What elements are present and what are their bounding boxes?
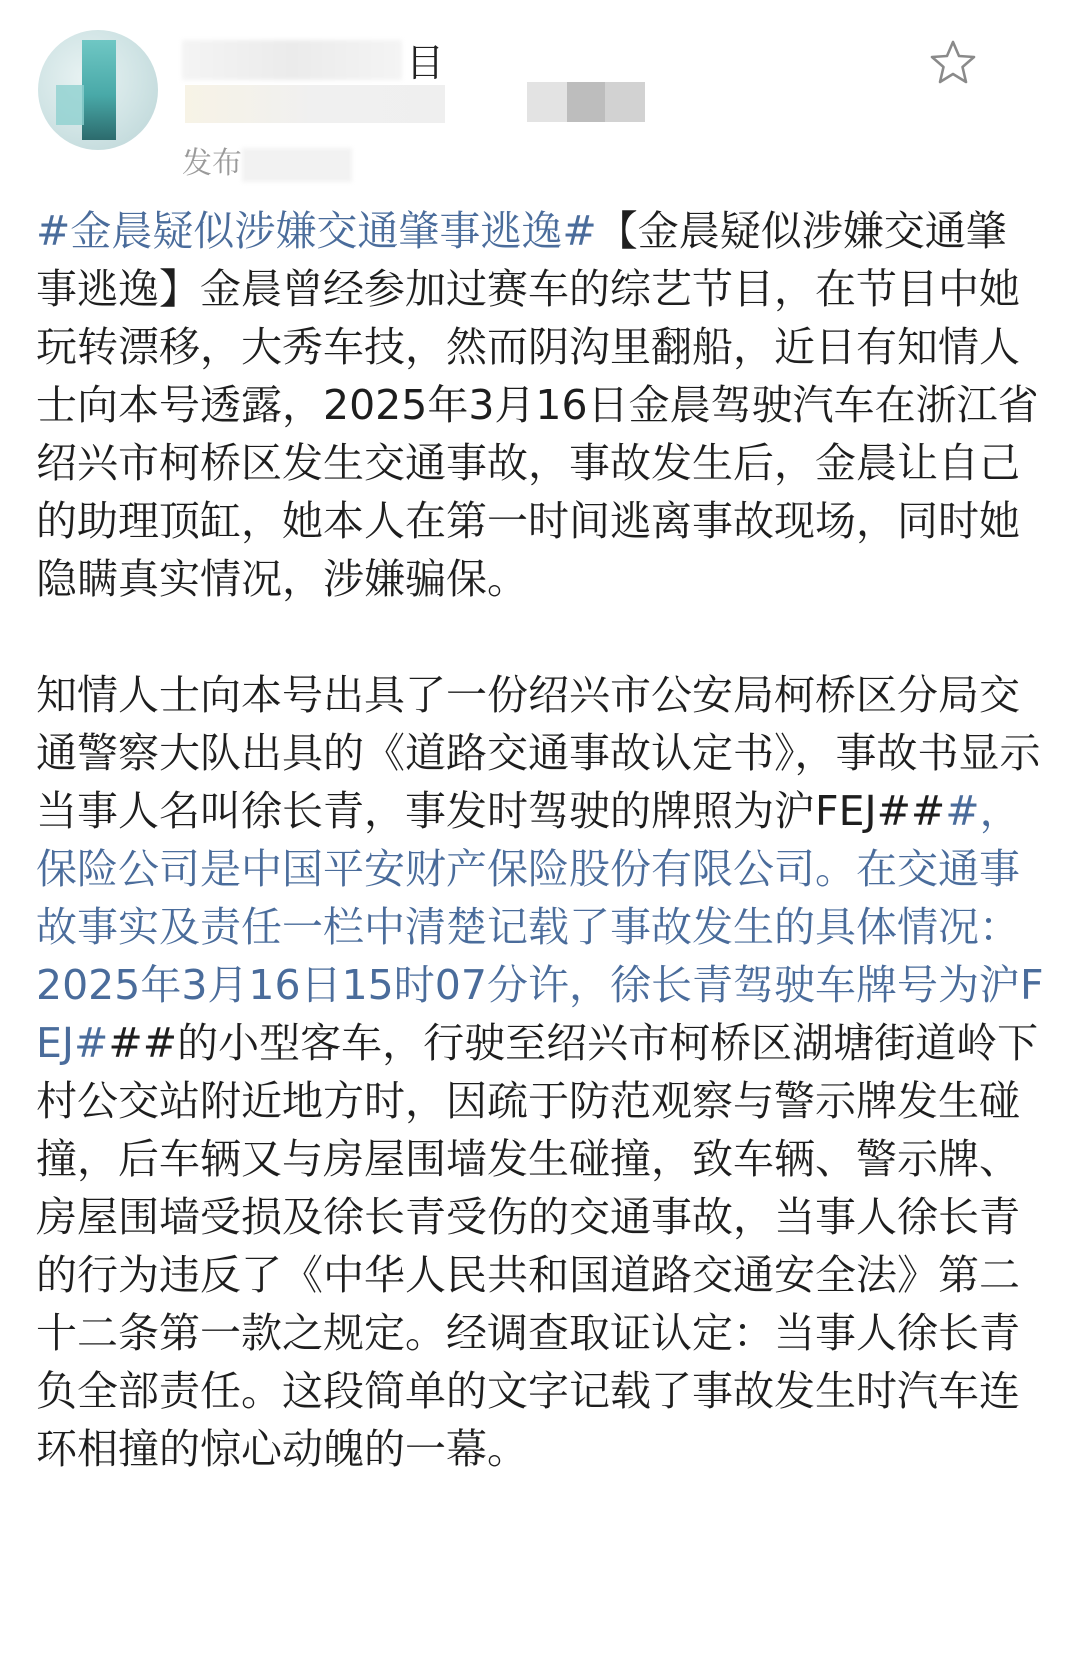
post-meta-redacted bbox=[242, 148, 352, 182]
post-header bbox=[0, 0, 1080, 200]
post-paragraph bbox=[36, 202, 1046, 608]
post-text: ##的小型客车，行驶至绍兴市柯桥区湖塘街道岭下村公交站附近地方时，因疏于防范观察与警示牌发生碰撞，后车辆又与房屋围墙发生碰撞，致车辆、警示牌、房屋围墙受损及徐长青受伤的交通事故，当事人徐长青的行为违反了《中华人民共和国道路交通安全法》第二十二条第一款之规定。经调查取证认定：当事人徐长青负全部责任。这段简单的文字记载了事故发生时汽车连环相撞的惊心动魄的一幕。 bbox=[36, 1019, 1039, 1473]
username[interactable] bbox=[182, 32, 445, 85]
highlighted-text: #，保险公司是中国平安财产保险股份有限公司。在交通事故事实及责任一栏中清楚记载了事故发生的具体情况：2025年3月16日15时07分许，徐长青驾驶车牌号为沪FEJ# bbox=[36, 787, 1044, 1067]
post-body bbox=[36, 202, 1046, 1478]
star-outline-icon[interactable] bbox=[928, 38, 978, 88]
post-text: 知情人士向本号出具了一份绍兴市公安局柯桥区分局交通警察大队出具的《道路交通事故认定书》，事故书显示当事人名叫徐长青，事发时驾驶的牌照为沪FEJ## bbox=[36, 671, 1041, 835]
mosaic-block bbox=[567, 82, 605, 122]
avatar-image-blurred-accent bbox=[56, 85, 84, 125]
post-meta bbox=[182, 138, 352, 182]
mosaic-block bbox=[605, 82, 645, 122]
redacted-region bbox=[185, 85, 445, 123]
username-visible-suffix: 目 bbox=[406, 41, 445, 85]
username-redacted bbox=[182, 40, 402, 80]
post-meta-prefix: 发布 bbox=[182, 146, 242, 181]
hashtag-link[interactable]: #金晨疑似涉嫌交通肇事逃逸# bbox=[36, 207, 597, 255]
post-text: 【金晨疑似涉嫌交通肇事逃逸】金晨曾经参加过赛车的综艺节目，在节目中她玩转漂移，大秀车技，然而阴沟里翻船，近日有知情人士向本号透露，2025年3月16日金晨驾驶汽车在浙江省绍兴市柯桥区发生交通事故，事故发生后，金晨让自己的助理顶缸，她本人在第一时间逃离事故现场，同时她隐瞒真实情况，涉嫌骗保。 bbox=[36, 207, 1039, 603]
post-paragraph bbox=[36, 666, 1046, 1478]
mosaic-block bbox=[527, 82, 567, 122]
avatar[interactable] bbox=[38, 30, 158, 150]
avatar-image-blurred bbox=[82, 40, 116, 140]
